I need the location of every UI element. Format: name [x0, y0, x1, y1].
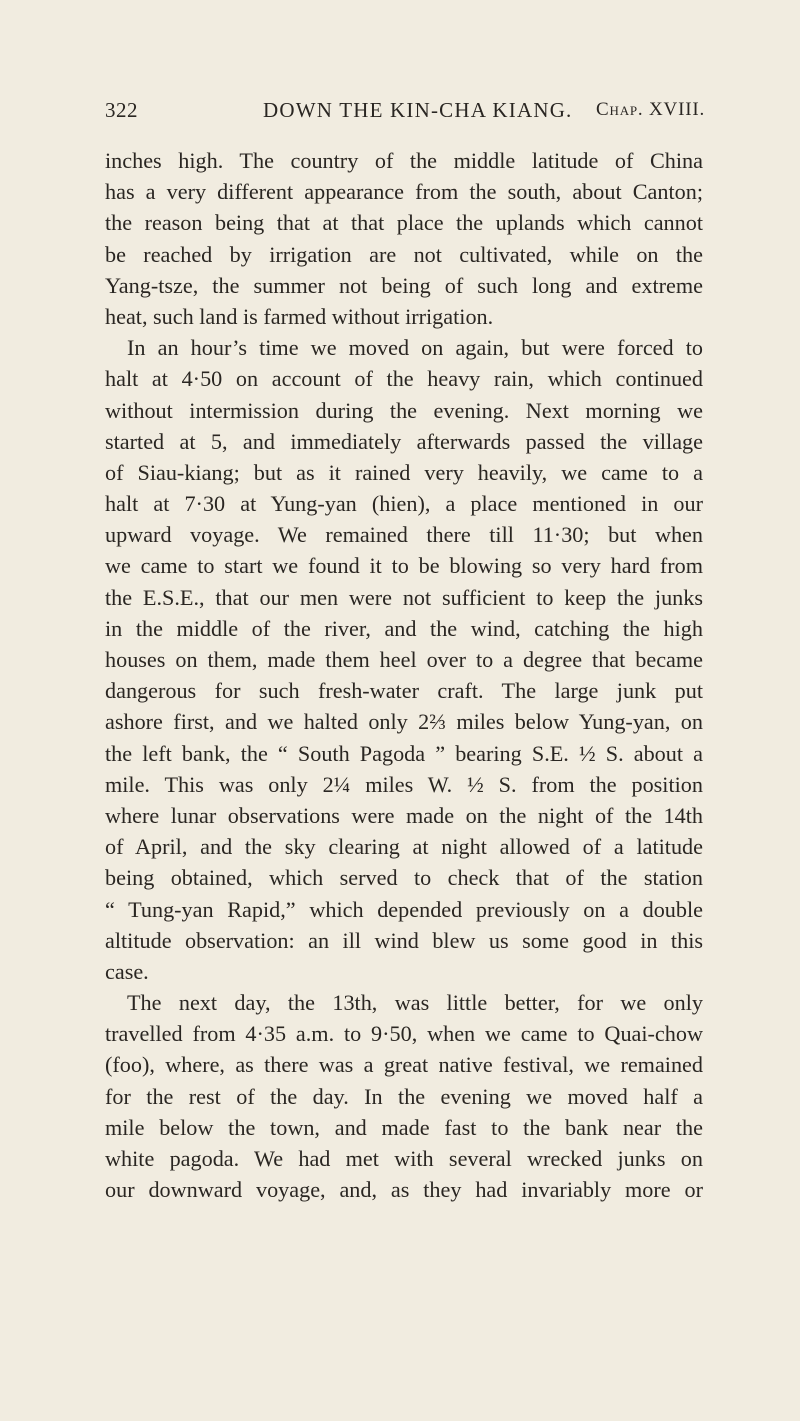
- text-line: case.: [105, 958, 149, 984]
- text-line: In an hour’s time we moved on again, but were forced to: [127, 335, 703, 361]
- text-line: upward voyage. We remained there till 11·30; but when: [105, 522, 703, 548]
- text-line: Yang-tsze, the summer not being of such long and extreme: [105, 272, 703, 298]
- text-line: of Siau-kiang; but as it rained very heavily, we came to a: [105, 459, 703, 485]
- text-line: in the middle of the river, and the wind, catching the high: [105, 615, 703, 641]
- text-line: ashore first, and we halted only 2⅔ miles below Yung-yan, on: [105, 709, 703, 735]
- text-line: mile. This was only 2¼ miles W. ½ S. from the position: [105, 771, 703, 797]
- text-line: started at 5, and immediately afterwards passed the village: [105, 428, 703, 454]
- text-line: the E.S.E., that our men were not sufficient to keep the junks: [105, 584, 703, 610]
- text-line: mile below the town, and made fast to the bank near the: [105, 1114, 703, 1140]
- text-line: (foo), where, as there was a great native festival, we remained: [105, 1052, 703, 1078]
- text-line: without intermission during the evening. Next morning we: [105, 397, 703, 423]
- running-head: [105, 98, 705, 128]
- text-line: where lunar observations were made on the night of the 14th: [105, 802, 703, 828]
- text-line: the reason being that at that place the uplands which cannot: [105, 210, 703, 236]
- text-line: houses on them, made them heel over to a degree that became: [105, 647, 703, 672]
- text-line: halt at 7·30 at Yung-yan (hien), a place mentioned in our: [105, 491, 703, 517]
- text-line: heat, such land is farmed without irrigation.: [105, 303, 494, 329]
- text-line: for the rest of the day. In the evening we moved half a: [105, 1083, 703, 1109]
- text-line: the left bank, the “ South Pagoda ” bearing S.E. ½ S. about a: [105, 740, 703, 766]
- text-line: being obtained, which served to check that of the station: [105, 865, 703, 891]
- text-line: white pagoda. We had met with several wrecked junks on: [105, 1146, 703, 1171]
- text-line: dangerous for such fresh-water craft. The large junk put: [105, 678, 703, 704]
- text-line: our downward voyage, and, as they had invariably more or: [105, 1177, 703, 1203]
- text-line: we came to start we found it to be blowing so very hard from: [105, 553, 703, 579]
- text-line: “ Tung-yan Rapid,” which depended previously on a double: [105, 896, 703, 922]
- text-line: has a very different appearance from the south, about Canton;: [105, 179, 703, 205]
- chapter-reference: Chap. XVIII.: [596, 99, 705, 120]
- text-line: travelled from 4·35 a.m. to 9·50, when we came to Quai-chow: [105, 1021, 703, 1047]
- body-text: [105, 145, 703, 1205]
- text-line: halt at 4·50 on account of the heavy rain, which continued: [105, 366, 703, 392]
- running-title: DOWN THE KIN-CHA KIANG.: [263, 98, 573, 122]
- text-line: be reached by irrigation are not cultivated, while on the: [105, 241, 703, 267]
- page-number: 322: [105, 98, 138, 122]
- text-line: inches high. The country of the middle latitude of China: [105, 148, 703, 173]
- text-line: The next day, the 13th, was little better, for we only: [127, 990, 703, 1016]
- text-line: of April, and the sky clearing at night allowed of a latitude: [105, 834, 703, 860]
- text-line: altitude observation: an ill wind blew us some good in this: [105, 927, 703, 953]
